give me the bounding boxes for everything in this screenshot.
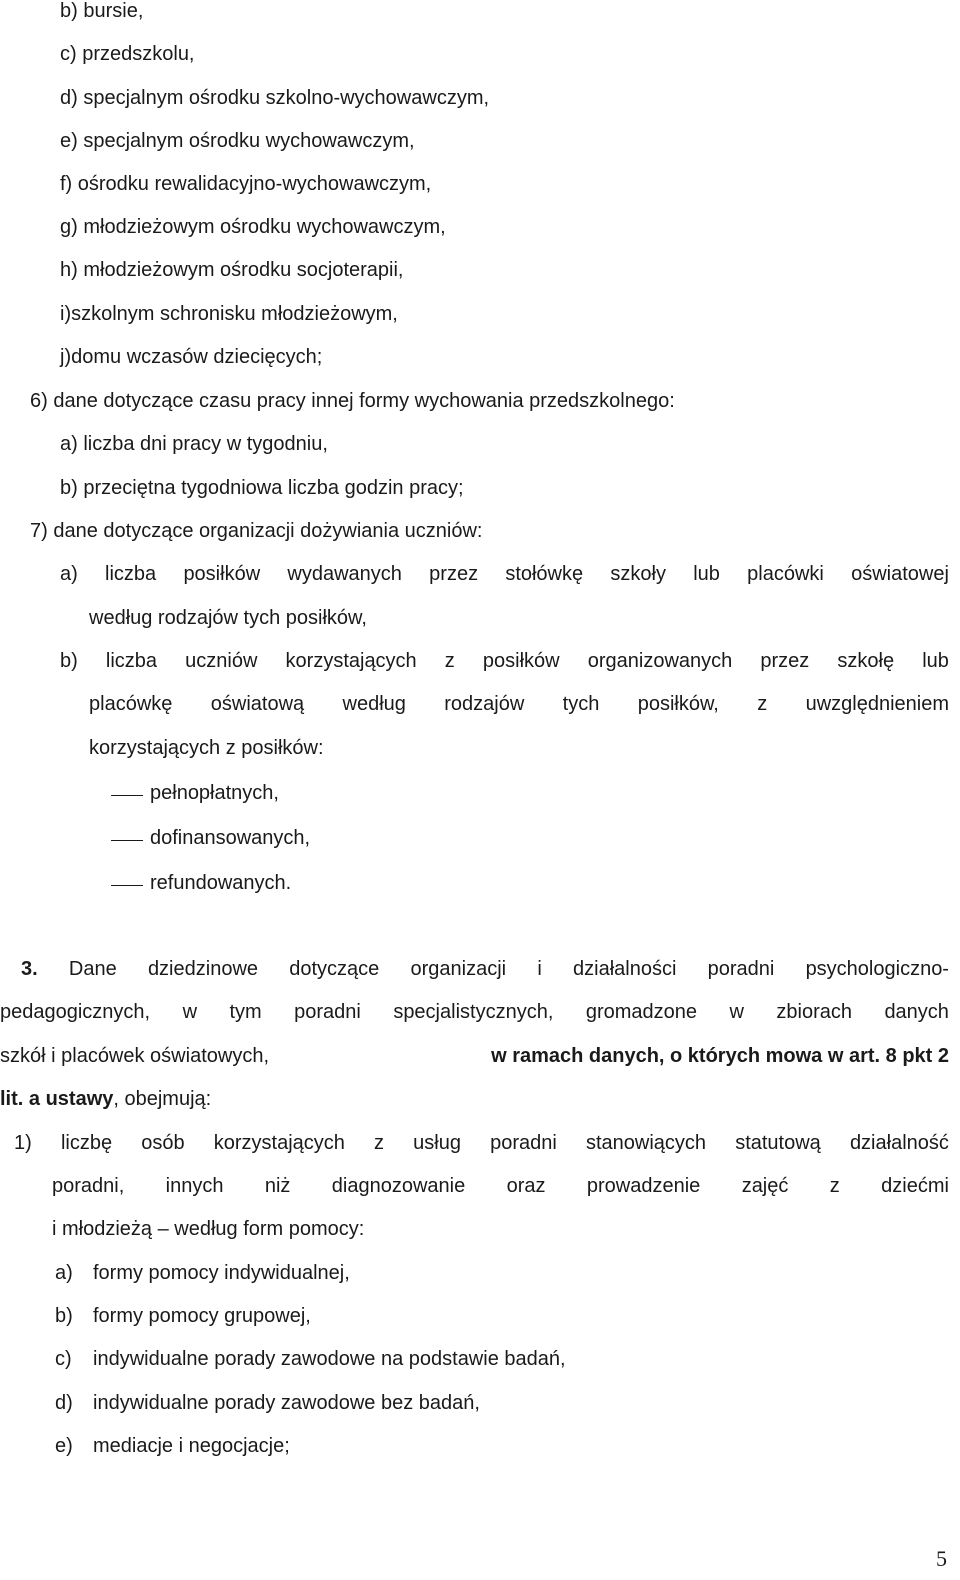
list-item: b) przeciętna tygodniowa liczba godzin pracy; [60,477,464,499]
list-item: i)szkolnym schronisku młodzieżowym, [60,303,398,325]
list-item: e) specjalnym ośrodku wychowawczym, [60,130,415,152]
item1-line2: poradni, innych niż diagnozowanie oraz prowadzenie zajęć z dziećmi [52,1175,949,1197]
section3-line3: szkół i placówek oświatowych, w ramach danych, o których mowa w art. 8 pkt 2 [0,1045,949,1067]
list-item: c) przedszkolu, [60,43,195,65]
subitem-label: c) [55,1348,72,1370]
subitem-text: indywidualne porady zawodowe bez badań, [93,1392,480,1414]
item1-line3: i młodzieżą – według form pomocy: [52,1218,365,1240]
section3-line2: pedagogicznych, w tym poradni specjalistycznych, gromadzone w zbiorach danych [0,1001,949,1023]
dash-bullet [111,885,143,886]
subitem-text: indywidualne porady zawodowe na podstawie badań, [93,1348,566,1370]
list-item: j)domu wczasów dziecięcych; [60,346,323,368]
subitem-label: b) [55,1305,73,1327]
subitem-text: mediacje i negocjacje; [93,1435,290,1457]
section3-line4: lit. a ustawy, obejmują: [0,1088,212,1110]
dash-bullet [111,795,143,796]
subitem-label: e) [55,1435,73,1457]
dash-item: pełnopłatnych, [150,782,279,804]
section-number: 3. [21,958,38,980]
item-7b-line3: korzystających z posiłków: [89,737,324,759]
section3-line1: 3. Dane dziedzinowe dotyczące organizacji i działalności poradni psychologiczno- [21,958,949,980]
item-7b-line2: placówkę oświatową według rodzajów tych posiłków, z uwzględnieniem [89,693,949,715]
list-item: 6) dane dotyczące czasu pracy innej formy wychowania przedszkolnego: [30,390,675,412]
subitem-text: formy pomocy indywidualnej, [93,1262,350,1284]
list-item: g) młodzieżowym ośrodku wychowawczym, [60,216,446,238]
page-number: 5 [936,1546,947,1571]
list-item: b) bursie, [60,0,144,22]
dash-bullet [111,840,143,841]
dash-item: dofinansowanych, [150,827,311,849]
list-item: 7) dane dotyczące organizacji dożywiania uczniów: [30,520,483,542]
item-7a-line2: według rodzajów tych posiłków, [89,607,367,629]
list-item: h) młodzieżowym ośrodku socjoterapii, [60,259,404,281]
item1-line1: 1) liczbę osób korzystających z usług poradni stanowiących statutową działalność [14,1132,949,1154]
subitem-label: d) [55,1392,73,1414]
item-7a-line1: a) liczba posiłków wydawanych przez stołówkę szkoły lub placówki oświatowej [60,563,949,585]
list-item: a) liczba dni pracy w tygodniu, [60,433,328,455]
dash-item: refundowanych. [150,872,292,894]
subitem-text: formy pomocy grupowej, [93,1305,311,1327]
list-item: f) ośrodku rewalidacyjno-wychowawczym, [60,173,432,195]
subitem-label: a) [55,1262,73,1284]
item-7b-line1: b) liczba uczniów korzystających z posiłków organizowanych przez szkołę lub [60,650,949,672]
list-item: d) specjalnym ośrodku szkolno-wychowawczym, [60,87,490,109]
